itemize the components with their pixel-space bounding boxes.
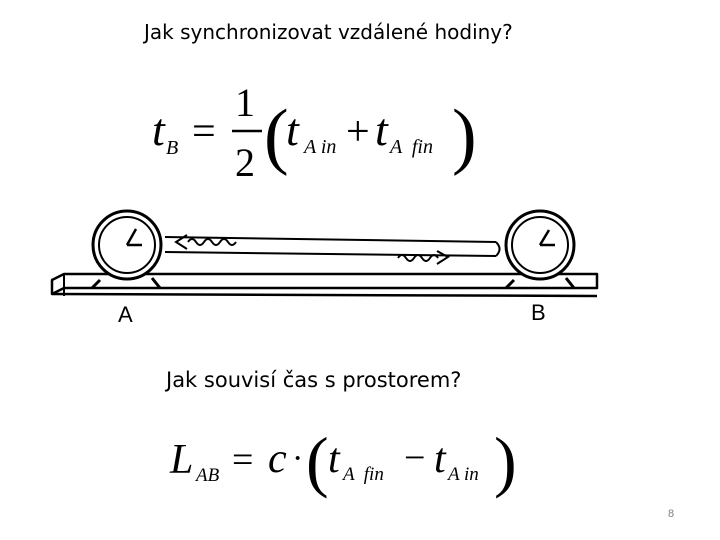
formula2-dot: · [292,440,304,477]
formula1-term1-var: t [286,104,299,155]
slide-heading: Jak synchronizovat vzdálené hodiny? [144,20,513,44]
label-b: B [531,300,546,325]
formula1-fraction-numerator: 1 [235,80,255,125]
page-number: 8 [668,508,675,520]
formula2-paren-close: ) [494,423,517,499]
formula1-lhs-sub: B [166,137,179,159]
formula2-paren-open: ( [306,423,329,499]
slide-subheading: Jak souvisí čas s prostorem? [166,368,462,392]
formula2-const: c [268,436,287,482]
formula2-term1-sub: A fin [343,464,384,485]
formula1-paren-close: ) [452,95,477,177]
formula2-lhs-sub: AB [196,465,220,486]
formula1-term2-var: t [375,104,388,155]
formula1-paren-open: ( [264,95,289,177]
formula1-equals: = [192,109,216,155]
formula2-term1-var: t [328,436,340,482]
label-a: A [118,302,133,327]
formula1-fraction-denominator: 2 [235,140,255,185]
formula2-minus: − [404,437,426,479]
formula1-term1-sub: A in [304,136,337,158]
formula2-equals: = [232,439,254,481]
formula2-lhs-var: L [170,437,194,483]
formula1-lhs-var: t [152,104,165,155]
formula2-term2-var: t [434,436,446,482]
formula2-term2-sub: A in [448,464,479,485]
formula1-plus: + [346,109,370,155]
formula1-term2-sub: A fin [390,136,433,158]
